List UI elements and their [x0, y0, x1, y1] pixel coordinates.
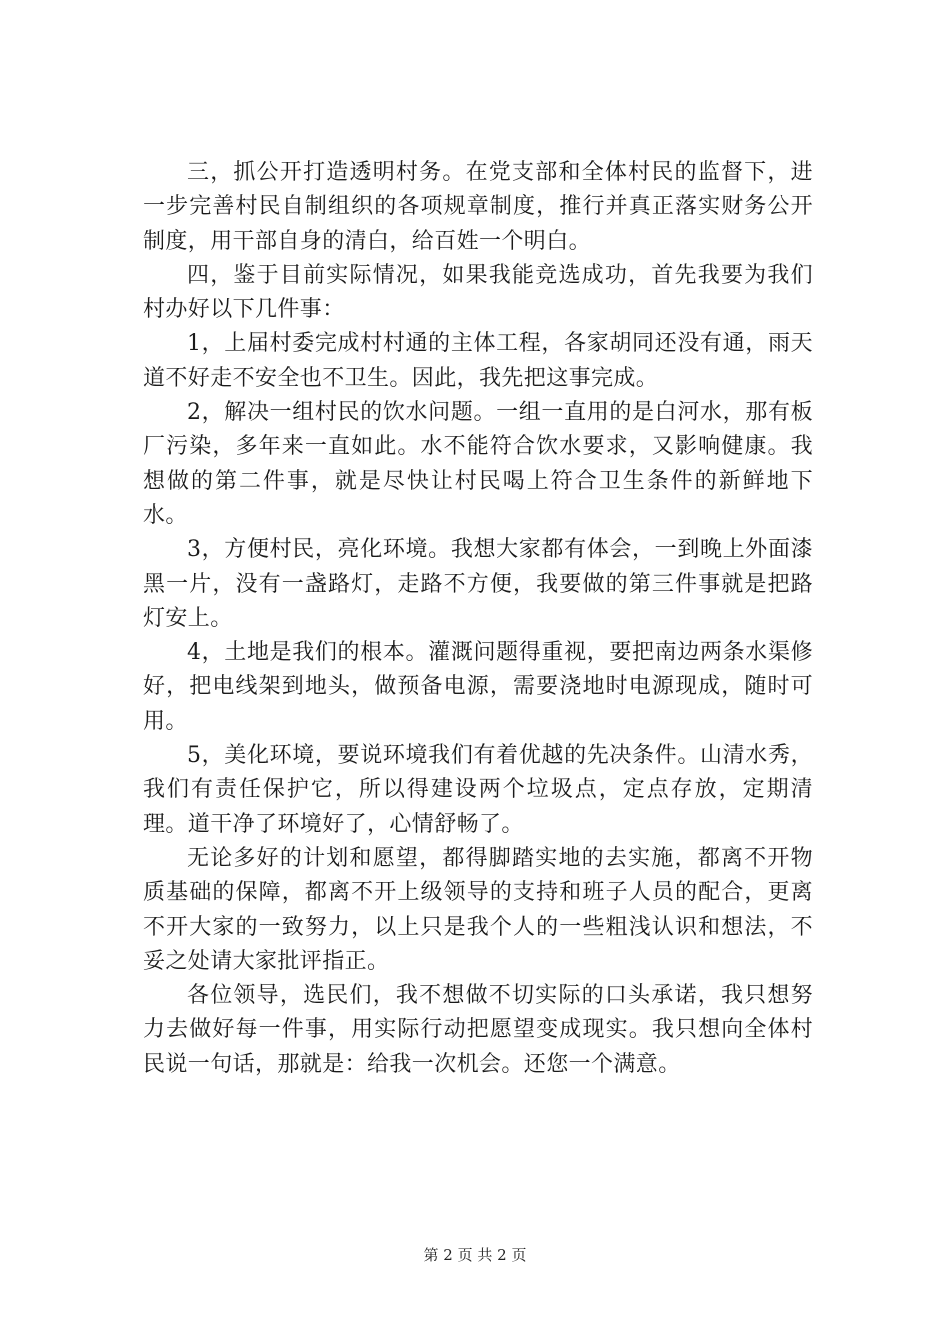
paragraph: 3，方便村民，亮化环境。我想大家都有体会，一到晚上外面漆黑一片，没有一盏路灯，走路不方便，我要做的第三件事就是把路灯安上。	[143, 537, 813, 631]
paragraph: 三，抓公开打造透明村务。在党支部和全体村民的监督下，进一步完善村民自制组织的各项规章制度，推行并真正落实财务公开制度，用干部自身的清白，给百姓一个明白。	[143, 160, 813, 254]
document-body	[143, 156, 813, 1082]
paragraph: 无论多好的计划和愿望，都得脚踏实地的去实施，都离不开物质基础的保障，都离不开上级领导的支持和班子人员的配合，更离不开大家的一致努力，以上只是我个人的一些粗浅认识和想法，不妥之处请大家批评指正。	[143, 845, 813, 974]
paragraph: 各位领导，选民们，我不想做不切实际的口头承诺，我只想努力去做好每一件事，用实际行动把愿望变成现实。我只想向全体村民说一句话，那就是：给我一次机会。还您一个满意。	[143, 983, 813, 1077]
paragraph: 四，鉴于目前实际情况，如果我能竞选成功，首先我要为我们村办好以下几件事：	[143, 262, 813, 323]
paragraph: 5，美化环境，要说环境我们有着优越的先决条件。山清水秀，我们有责任保护它，所以得建设两个垃圾点，定点存放，定期清理。道干净了环境好了，心情舒畅了。	[143, 743, 813, 837]
paragraph: 2，解决一组村民的饮水问题。一组一直用的是白河水，那有板厂污染，多年来一直如此。水不能符合饮水要求，又影响健康。我想做的第二件事，就是尽快让村民喝上符合卫生条件的新鲜地下水。	[143, 400, 813, 528]
paragraph: 4，土地是我们的根本。灌溉问题得重视，要把南边两条水渠修好，把电线架到地头，做预备电源，需要浇地时电源现成，随时可用。	[143, 640, 813, 734]
paragraph: 1，上届村委完成村村通的主体工程，各家胡同还没有通，雨天道不好走不安全也不卫生。因此，我先把这事完成。	[143, 331, 813, 391]
page-number-footer: 第 2 页 共 2 页	[423, 1246, 527, 1264]
